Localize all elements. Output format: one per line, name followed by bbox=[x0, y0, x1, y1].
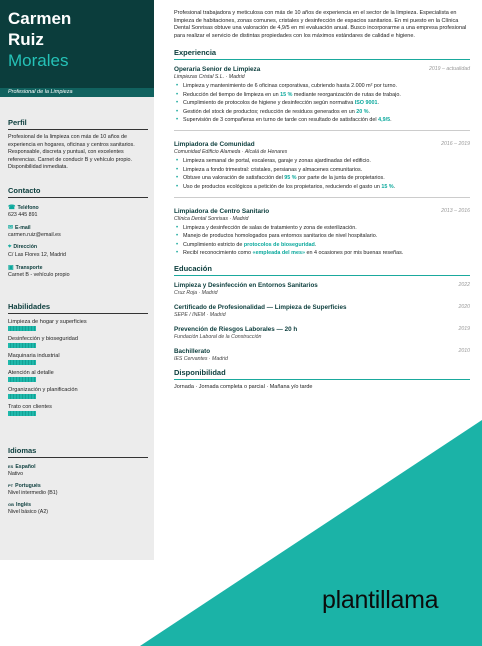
main-content bbox=[174, 10, 470, 390]
skill-label: Atención al detalle bbox=[8, 370, 54, 376]
flag-icon: PT bbox=[8, 483, 14, 488]
job-company: Clínica Dental Sonrisas · Madrid bbox=[174, 216, 249, 223]
highlight-text: 15 % bbox=[381, 183, 394, 190]
skills-section bbox=[8, 302, 148, 416]
transport-value: Carnet B - vehículo propio bbox=[8, 272, 70, 278]
mail-icon: ✉ bbox=[8, 225, 14, 231]
job-entry bbox=[174, 141, 470, 191]
languages-section bbox=[8, 446, 148, 515]
job-dates: 2013 – 2016 bbox=[441, 208, 470, 215]
job-bullets bbox=[174, 82, 470, 124]
bullet-text: Limpieza semanal de portal, escaleras, garaje y zonas ajardinadas del edificio. bbox=[183, 158, 371, 165]
bullet-text: Limpieza y desinfección de salas de tratamiento y zona de esterilización. bbox=[183, 225, 357, 232]
flag-icon: ES bbox=[8, 464, 14, 469]
bullet-text: Recibí reconocimiento como bbox=[183, 250, 253, 257]
car-icon: ▣ bbox=[8, 265, 14, 271]
bullet-text: mediante reorganización de rutas de trabajo. bbox=[292, 91, 401, 98]
email-value[interactable]: carmen.ruiz@email.es bbox=[8, 232, 61, 238]
job-bullet bbox=[183, 224, 470, 232]
middle-name: Ruiz bbox=[8, 30, 44, 49]
flag-icon: GB bbox=[8, 502, 14, 507]
job-title: Limpiadora de Comunidad bbox=[174, 141, 255, 149]
last-name: Morales bbox=[8, 51, 69, 70]
education-org: IES Cervantes · Madrid bbox=[174, 355, 228, 362]
name-header bbox=[0, 0, 154, 88]
bullet-text: en 4 ocasiones por mis buenas reseñas. bbox=[304, 250, 404, 257]
address-value: C/ Las Flores 12, Madrid bbox=[8, 252, 66, 258]
job-bullet bbox=[183, 82, 470, 90]
skill-label: Desinfección y bioseguridad bbox=[8, 336, 78, 342]
education-title: Limpieza y Desinfección en Entornos Sanitarios bbox=[174, 281, 318, 289]
job-dates: 2016 – 2019 bbox=[441, 141, 470, 148]
bullet-text: . bbox=[377, 100, 379, 107]
language-item bbox=[8, 502, 148, 515]
contact-item bbox=[8, 244, 148, 258]
skills-heading: Habilidades bbox=[8, 302, 148, 314]
job-bullet bbox=[183, 108, 470, 116]
education-year: 2020 bbox=[458, 303, 470, 310]
job-dates: 2019 – actualidad bbox=[429, 66, 470, 73]
contact-heading: Contacto bbox=[8, 186, 148, 198]
language-name: Español bbox=[15, 464, 36, 470]
bullet-text: Gestión del stock de productos; reducción de residuos generados en un bbox=[183, 108, 357, 115]
language-item bbox=[8, 464, 148, 477]
education-title: Certificado de Profesionalidad — Limpieza de Superficies bbox=[174, 303, 347, 311]
education-org: SEPE / INEM · Madrid bbox=[174, 311, 226, 318]
job-bullet bbox=[183, 249, 470, 257]
bullet-text: Cumplimiento de protocolos de higiene y desinfección según normativa bbox=[183, 100, 355, 107]
sidebar bbox=[0, 0, 154, 560]
job-company: Limpiezas Cristal S.L. · Madrid bbox=[174, 74, 245, 81]
bullet-text: . bbox=[393, 183, 396, 190]
education-entry bbox=[174, 348, 470, 362]
education-year: 2019 bbox=[458, 325, 470, 332]
language-level: Nivel intermedio (B1) bbox=[8, 490, 58, 496]
bullet-text: . bbox=[368, 108, 371, 115]
job-entry bbox=[174, 66, 470, 124]
contact-item bbox=[8, 224, 148, 238]
skill-level-bar bbox=[8, 360, 36, 365]
phone-icon: ☎ bbox=[8, 205, 16, 211]
language-item bbox=[8, 483, 148, 496]
job-entry bbox=[174, 208, 470, 258]
bullet-text: Limpieza a fondo trimestral: cristales, persianas y almacenes comunitarios. bbox=[183, 166, 363, 173]
highlight-text: ISO 9001 bbox=[354, 100, 378, 107]
job-bullet bbox=[183, 157, 470, 165]
first-name: Carmen bbox=[8, 9, 72, 28]
job-company: Comunidad Edificio Alameda · Alcalá de Henares bbox=[174, 149, 288, 156]
phone-value[interactable]: 623 445 891 bbox=[8, 212, 38, 218]
job-bullet bbox=[183, 116, 470, 124]
contact-label: Dirección bbox=[13, 244, 38, 250]
skill-label: Maquinaria industrial bbox=[8, 353, 60, 359]
contact-label: E-mail bbox=[15, 225, 31, 231]
contact-item bbox=[8, 264, 148, 278]
education-entry bbox=[174, 304, 470, 318]
education-title: Bachillerato bbox=[174, 347, 211, 355]
job-title: Limpiadora de Centro Sanitario bbox=[174, 208, 270, 216]
profile-text: Profesional de la limpieza con más de 10 años de experiencia en hogares, oficinas y centros sanitarios. Responsable, discreta y puntual, con excelentes referencias. Carnet de conducir B y vehículo propio. Disponibilidad inmediata. bbox=[8, 134, 135, 171]
language-level: Nativo bbox=[8, 471, 24, 477]
contact-section bbox=[8, 186, 148, 278]
job-bullets bbox=[174, 224, 470, 258]
bullet-text: Manejo de productos homologados para entornos sanitarios de nivel hospitalario. bbox=[183, 233, 378, 240]
job-bullet bbox=[183, 91, 470, 99]
language-name: Inglés bbox=[16, 502, 31, 508]
highlight-text: «empleada del mes» bbox=[252, 250, 305, 257]
highlight-text: 4,9/5 bbox=[378, 117, 391, 123]
contact-item bbox=[8, 204, 148, 218]
education-org: Fundación Laboral de la Construcción bbox=[174, 333, 262, 340]
experience-heading: Experiencia bbox=[174, 48, 470, 60]
job-divider bbox=[174, 130, 470, 131]
jobs-list bbox=[174, 66, 470, 257]
role-title: Profesional de la Limpieza bbox=[0, 88, 154, 97]
job-bullets bbox=[174, 157, 470, 191]
highlight-text: 15 % bbox=[280, 91, 293, 98]
contact-label: Teléfono bbox=[17, 205, 39, 211]
job-bullet bbox=[183, 232, 470, 240]
profile-heading: Perfil bbox=[8, 118, 148, 130]
contact-label: Transporte bbox=[15, 265, 43, 271]
education-org: Cruz Roja · Madrid bbox=[174, 289, 218, 296]
job-bullet bbox=[183, 183, 470, 191]
bullet-text: Cumplimiento estricto de bbox=[183, 241, 244, 248]
bullet-text: Uso de productos ecológicos a petición de los propietarios, reduciendo el gasto un bbox=[183, 183, 382, 190]
education-entry bbox=[174, 282, 470, 296]
job-title: Operaria Senior de Limpieza bbox=[174, 66, 261, 74]
skill-label: Trato con clientes bbox=[8, 404, 52, 410]
job-bullet bbox=[183, 174, 470, 182]
location-pin-icon: ⌖ bbox=[8, 244, 12, 250]
bullet-text: por parte de la junta de propietarios. bbox=[296, 175, 385, 182]
language-level: Nivel básico (A2) bbox=[8, 509, 49, 515]
job-bullet bbox=[183, 241, 470, 249]
availability-heading: Disponibilidad bbox=[174, 368, 470, 380]
job-divider bbox=[174, 197, 470, 198]
education-entry bbox=[174, 326, 470, 340]
job-bullet bbox=[183, 99, 470, 107]
education-year: 2022 bbox=[458, 281, 470, 288]
bullet-text: Obtuve una valoración de satisfacción del bbox=[183, 175, 285, 182]
skill-level-bar bbox=[8, 326, 36, 331]
availability-text: Jornada · Jornada completa o parcial · Mañana y/o tarde bbox=[174, 383, 313, 390]
bullet-text: Limpieza y mantenimiento de 6 oficinas corporativas, cubriendo hasta 2.000 m² por turno. bbox=[183, 83, 397, 90]
bullet-text: Reducción del tiempo de limpieza en un bbox=[183, 91, 281, 98]
highlight-text: 20 % bbox=[356, 108, 369, 115]
bullet-text: Supervisión de 3 compañeras en turno de tarde con resultado de satisfacción del bbox=[183, 117, 379, 123]
skill-level-bar bbox=[8, 343, 36, 348]
bullet-text: . bbox=[390, 117, 392, 123]
skill-level-bar bbox=[8, 411, 36, 416]
highlight-text: protocolos de bioseguridad bbox=[243, 241, 315, 248]
skill-level-bar bbox=[8, 394, 36, 399]
skill-label: Limpieza de hogar y superficies bbox=[8, 319, 87, 325]
education-heading: Educación bbox=[174, 264, 470, 276]
education-list bbox=[174, 282, 470, 362]
skill-label: Organización y planificación bbox=[8, 387, 78, 393]
education-title: Prevención de Riesgos Laborales — 20 h bbox=[174, 325, 298, 333]
bullet-text: . bbox=[314, 241, 317, 248]
job-bullet bbox=[183, 166, 470, 174]
profile-section bbox=[8, 118, 148, 172]
languages-heading: Idiomas bbox=[8, 446, 148, 458]
language-name: Portugués bbox=[15, 483, 41, 489]
skill-level-bar bbox=[8, 377, 36, 382]
highlight-text: 95 % bbox=[284, 175, 297, 182]
brand-logo: plantillama bbox=[322, 586, 439, 614]
intro-text: Profesional trabajadora y meticulosa con más de 10 años de experiencia en el sector de la limpieza. Especialista en limpieza de habitaciones, zonas comunes, cristales y desinfección de espacios sanitarios. En mi puesto en la Clínica Dental Sonrisas obtuve una valoración de 4,9/5 en mi evaluación anual. Busco incorporarme a una empresa profesional para realizar el servicio de distintas propiedades con los máximos estándares de calidad e higiene. bbox=[174, 10, 467, 39]
skills-list bbox=[8, 319, 148, 416]
education-year: 2010 bbox=[458, 347, 470, 354]
